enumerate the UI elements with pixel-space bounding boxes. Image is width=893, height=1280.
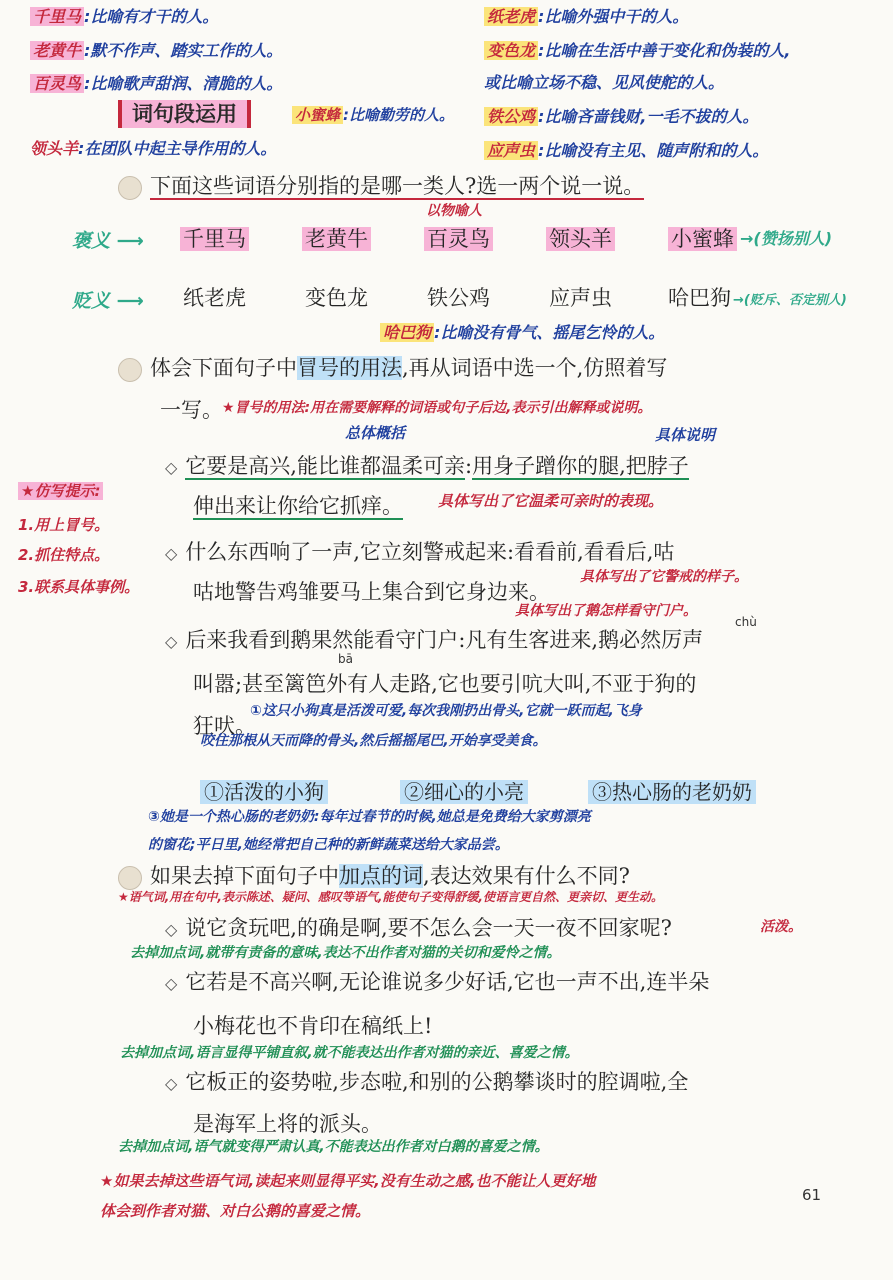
term-bailingniao: 百灵鸟 xyxy=(30,74,84,93)
tips-title: ★仿写提示: xyxy=(18,480,103,501)
q2-sentence-2b: 咕地警告鸡雏要马上集合到它身边来。 xyxy=(193,580,550,604)
q1-prompt xyxy=(118,170,644,200)
q3-highlight: 加点的词 xyxy=(339,864,423,888)
note-lingtouyang xyxy=(30,136,276,159)
diamond-icon: ◇ xyxy=(165,1074,178,1093)
derog-label: 贬义 ⟶ xyxy=(72,290,144,312)
s1-note-top2: 具体说明 xyxy=(655,426,716,444)
option-1: ①活泼的小狗 xyxy=(200,776,328,805)
summary-note: ★如果去掉这些语气词,读起来则显得平实,没有生动之感,也不能让人更好地 xyxy=(100,1172,596,1190)
note-tiegongji xyxy=(484,104,759,127)
colon-note: ★冒号的用法:用在需要解释的词语或句子后边,表示引出解释或说明。 xyxy=(222,400,652,416)
option-3: ③热心肠的老奶奶 xyxy=(588,776,756,805)
term-yingshengchong: 应声虫 xyxy=(484,141,538,160)
note-qianlima xyxy=(30,4,218,27)
opt3-note-2: 的窗花;平日里,她经常把自己种的新鲜蔬菜送给大家品尝。 xyxy=(148,837,509,853)
option-2: ②细心的小亮 xyxy=(400,776,528,805)
diamond-icon: ◇ xyxy=(165,632,178,651)
q3-sentence-2b: 小梅花也不肯印在稿纸上! xyxy=(193,1014,433,1038)
modal-note: ★语气词,用在句中,表示陈述、疑问、感叹等语气,能使句子变得舒缓,使语言更自然、更亲切、更生动。 xyxy=(118,890,663,904)
term-zhilaohu: 纸老虎 xyxy=(484,7,538,26)
derog-word-4: 应声虫 xyxy=(549,286,612,310)
term-habagou: 哈巴狗 xyxy=(380,323,434,342)
q3-bullet-icon xyxy=(118,866,142,890)
def-bailingniao: :比喻歌声甜润、清脆的人。 xyxy=(84,74,283,93)
term-lingtouyang: 领头羊 xyxy=(30,139,79,158)
tip-1: 1.用上冒号。 xyxy=(18,516,110,534)
s3-note-top: 具体写出了鹅怎样看守门户。 xyxy=(515,603,697,619)
def-zhilaohu: :比喻外强中干的人。 xyxy=(538,7,689,26)
q3-s3-note: 去掉加点词,语气就变得严肃认真,不能表达出作者对白鹅的喜爱之情。 xyxy=(118,1139,549,1155)
note-xiaomifeng xyxy=(292,104,454,125)
note-bianselong-2: 或比喻立场不稳、见风使舵的人。 xyxy=(484,73,725,92)
q2-sentence-2: ◇ 什么东西响了一声,它立刻警戒起来:看看前,看看后,咕 xyxy=(165,540,675,564)
note-zhilaohu xyxy=(484,4,688,27)
praise-label: 褒义 ⟶ xyxy=(72,230,144,252)
diamond-icon: ◇ xyxy=(165,920,178,939)
def-laohuangniu: :默不作声、踏实工作的人。 xyxy=(84,41,283,60)
s3-note: ①这只小狗真是活泼可爱,每次我刚扔出骨头,它就一跃而起,飞身 xyxy=(250,703,642,719)
pinyin-ba: bā xyxy=(338,652,353,666)
praise-word-3: 百灵鸟 xyxy=(424,223,493,253)
section-title-wrapper xyxy=(118,98,251,128)
q2-sentence-3c: 狂吠。 xyxy=(193,714,256,738)
praise-note: →(赞扬别人) xyxy=(740,229,833,248)
page-number: 61 xyxy=(802,1186,822,1204)
diamond-icon: ◇ xyxy=(165,458,178,477)
diamond-icon: ◇ xyxy=(165,544,178,563)
term-xiaomifeng: 小蜜蜂 xyxy=(292,106,343,124)
praise-word-4: 领头羊 xyxy=(546,223,615,253)
pinyin-chu: chù xyxy=(735,615,757,629)
def-yingshengchong: :比喻没有主见、随声附和的人。 xyxy=(538,141,769,160)
derog-word-3: 铁公鸡 xyxy=(427,286,490,310)
term-bianselong: 变色龙 xyxy=(484,41,538,60)
q2-prompt: 体会下面句子中冒号的用法,再从词语中选一个,仿照着写 xyxy=(118,352,667,382)
q2-highlight: 冒号的用法 xyxy=(297,356,402,380)
q2-sentence-1: ◇ 它要是高兴,能比谁都温柔可亲:用身子蹭你的腿,把脖子 xyxy=(165,454,689,478)
diamond-icon: ◇ xyxy=(165,974,178,993)
tip-3: 3.联系具体事例。 xyxy=(18,578,140,596)
s3-note-2: 咬住那根从天而降的骨头,然后摇摇尾巴,开始享受美食。 xyxy=(200,733,547,749)
s1-tag: 活泼。 xyxy=(760,919,802,935)
q3-sentence-1: ◇ 说它贪玩吧,的确是啊,要不怎么会一天一夜不回家呢? xyxy=(165,916,672,940)
q2-sentence-1b: 伸出来让你给它抓痒。 xyxy=(193,494,403,518)
q2-sentence-3: ◇ 后来我看到鹅果然能看守门户:凡有生客进来,鹅必然厉声 xyxy=(165,628,704,652)
opt3-note: ③她是一个热心肠的老奶奶:每年过春节的时候,她总是免费给大家剪漂亮 xyxy=(148,809,591,825)
q1-bullet-icon xyxy=(118,176,142,200)
note-laohuangniu xyxy=(30,38,282,61)
q2-prompt-2: 一写。 xyxy=(160,398,223,422)
def-tiegongji: :比喻吝啬钱财,一毛不拔的人。 xyxy=(538,107,759,126)
q3-s2-note: 去掉加点词,语言显得平铺直叙,就不能表达出作者对猫的亲近、喜爱之情。 xyxy=(120,1045,579,1061)
derog-word-5: 哈巴狗 xyxy=(668,286,731,310)
s2-note: 具体写出了它警戒的样子。 xyxy=(580,569,748,585)
q3-s1-note: 去掉加点词,就带有责备的意味,表达不出作者对猫的关切和爱怜之情。 xyxy=(130,945,561,961)
s1-note: 具体写出了它温柔可亲时的表现。 xyxy=(438,492,664,510)
praise-word-5: 小蜜蜂 xyxy=(668,223,737,253)
section-title: 词句段运用 xyxy=(118,100,251,128)
q3-sentence-2: ◇ 它若是不高兴啊,无论谁说多少好话,它也一声不出,连半朵 xyxy=(165,970,710,994)
def-lingtouyang: :在团队中起主导作用的人。 xyxy=(78,139,277,158)
note-bailingniao xyxy=(30,71,282,94)
praise-word-1: 千里马 xyxy=(180,223,249,253)
def-bianselong: :比喻在生活中善于变化和伪装的人, xyxy=(538,41,791,60)
derog-word-2: 变色龙 xyxy=(305,286,368,310)
praise-word-2: 老黄牛 xyxy=(302,223,371,253)
s1-note-top: 总体概括 xyxy=(345,424,406,442)
term-qianlima: 千里马 xyxy=(30,7,84,26)
note-yingshengchong xyxy=(484,138,768,161)
q2-bullet-icon xyxy=(118,358,142,382)
term-tiegongji: 铁公鸡 xyxy=(484,107,538,126)
q1-text: 下面这些词语分别指的是哪一类人?选一两个说一说。 xyxy=(150,174,645,198)
q3-sentence-3: ◇ 它板正的姿势啦,步态啦,和别的公鹅攀谈时的腔调啦,全 xyxy=(165,1070,689,1094)
def-habagou: :比喻没有骨气、摇尾乞怜的人。 xyxy=(434,323,665,342)
derog-note: →(贬斥、否定别人) xyxy=(733,293,847,308)
summary-note-2: 体会到作者对猫、对白公鹅的喜爱之情。 xyxy=(100,1202,371,1220)
tip-2: 2.抓住特点。 xyxy=(18,546,110,564)
derog-word-1: 纸老虎 xyxy=(183,286,246,310)
note-bianselong xyxy=(484,38,791,61)
q3-prompt: 如果去掉下面句子中加点的词,表达效果有什么不同? xyxy=(118,860,630,890)
def-xiaomifeng: :比喻勤劳的人。 xyxy=(343,106,455,124)
def-qianlima: :比喻有才干的人。 xyxy=(84,7,219,26)
term-laohuangniu: 老黄牛 xyxy=(30,41,84,60)
q2-sentence-3b: 叫嚣;甚至篱笆外有人走路,它也要引吭大叫,不亚于狗的 xyxy=(193,672,697,696)
note-habagou xyxy=(380,320,664,343)
q3-sentence-3b: 是海军上将的派头。 xyxy=(193,1112,382,1136)
q1-note-above: 以物喻人 xyxy=(426,203,482,219)
